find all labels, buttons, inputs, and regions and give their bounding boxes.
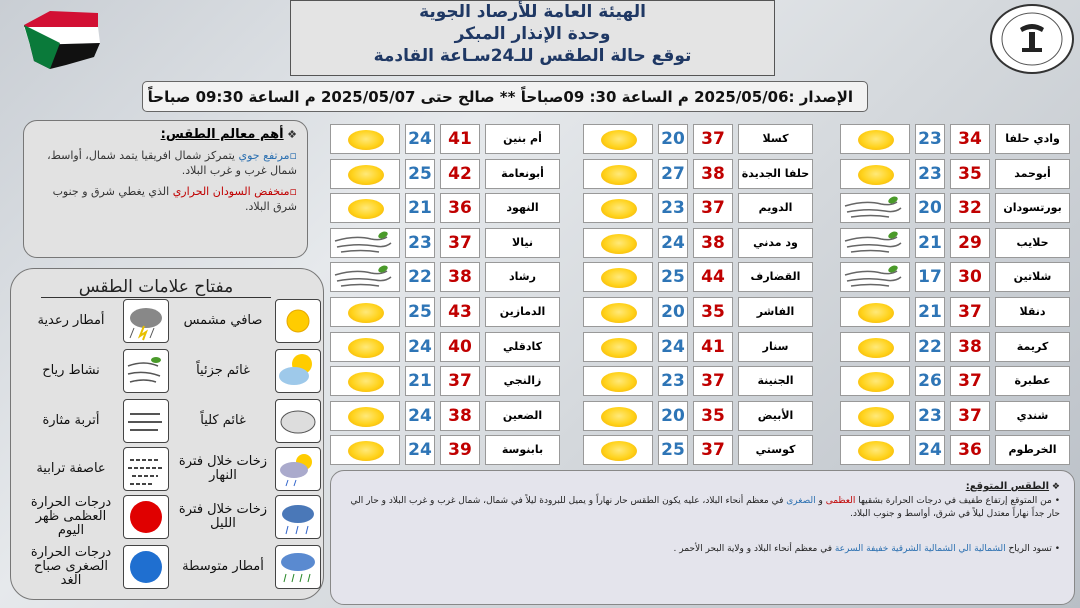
wind-icon xyxy=(123,349,169,393)
max-temp: 37 xyxy=(440,228,480,258)
legend-label: زخات خلال فترة النهار xyxy=(178,454,268,483)
diamond-bullet-icon: ❖ xyxy=(283,128,297,141)
min-temp: 21 xyxy=(915,228,945,258)
max-temp-icon xyxy=(123,495,169,539)
legend-item xyxy=(171,495,321,539)
city-name: حلايب xyxy=(995,228,1070,258)
sunny-icon xyxy=(583,124,653,154)
min-temp: 24 xyxy=(658,228,688,258)
min-temp: 20 xyxy=(658,124,688,154)
forecast-row xyxy=(840,228,1072,258)
legend-item xyxy=(19,545,169,589)
legend-label: نشاط رياح xyxy=(42,363,100,378)
sunny-icon xyxy=(330,401,400,431)
max-temp: 38 xyxy=(440,401,480,431)
city-name: بابنوسة xyxy=(485,435,560,465)
city-name: الجنينة xyxy=(738,366,813,396)
sunny-icon xyxy=(840,366,910,396)
min-temp: 23 xyxy=(915,159,945,189)
sunny-icon xyxy=(840,124,910,154)
sunny-icon xyxy=(840,159,910,189)
city-name: دنقلا xyxy=(995,297,1070,327)
legend-item xyxy=(171,545,321,589)
forecast-row xyxy=(840,193,1072,223)
min-temp: 20 xyxy=(658,297,688,327)
diamond-bullet-icon: ❖ xyxy=(1049,482,1060,492)
forecast-row xyxy=(330,124,562,154)
sunny-icon xyxy=(330,435,400,465)
min-temp: 24 xyxy=(405,332,435,362)
issue-bar: الإصدار :2025/05/06 م الساعة 30: 09صباحاً ** صالح حتى 2025/05/07 م الساعة 09:30 صباحاً xyxy=(142,81,868,112)
city-name: كوستي xyxy=(738,435,813,465)
legend-item xyxy=(171,299,321,343)
sunny-icon xyxy=(583,262,653,292)
max-temp: 34 xyxy=(950,124,990,154)
forecast-row xyxy=(583,297,815,327)
max-temp: 41 xyxy=(693,332,733,362)
forecast-row xyxy=(583,228,815,258)
forecast-row xyxy=(583,366,815,396)
legend-item xyxy=(19,349,169,393)
forecast-row xyxy=(330,159,562,189)
forecast-row xyxy=(330,401,562,431)
min-temp: 23 xyxy=(405,228,435,258)
legend-item xyxy=(19,299,169,343)
max-temp: 44 xyxy=(693,262,733,292)
min-temp: 24 xyxy=(405,401,435,431)
max-temp: 37 xyxy=(693,124,733,154)
legend-title: مفتاح علامات الطقس xyxy=(41,277,271,298)
city-name: القضارف xyxy=(738,262,813,292)
title-box xyxy=(290,0,775,76)
legend-item xyxy=(19,495,169,539)
min-temp: 26 xyxy=(915,366,945,396)
city-name: أم بنين xyxy=(485,124,560,154)
city-name: أبوحمد xyxy=(995,159,1070,189)
max-temp: 41 xyxy=(440,124,480,154)
city-name: نيالا xyxy=(485,228,560,258)
city-name: حلفا الجديدة xyxy=(738,159,813,189)
max-temp: 43 xyxy=(440,297,480,327)
weather-features-panel xyxy=(23,120,308,258)
max-temp: 36 xyxy=(440,193,480,223)
forecast-row xyxy=(583,262,815,292)
night-showers-icon xyxy=(275,495,321,539)
thunderstorm-icon xyxy=(123,299,169,343)
city-name: شندي xyxy=(995,401,1070,431)
city-name: كريمة xyxy=(995,332,1070,362)
forecast-row xyxy=(330,297,562,327)
expected-paragraph-1: • من المتوقع إرتفاع طفيف في درجات الحرارة بشقيها العظمى و الصغرى في معظم أنحاء البلاد، عليه يكون الطقس حار نهاراً و يميل للبرودة ليلاً في شمال، شمال غرب و غرب البلاد و حار الي حار جداً نهاراً معتدل ليلاً في شرق، أواسط و جنوب البلاد. xyxy=(350,496,1060,519)
sunny-icon xyxy=(330,159,400,189)
forecast-title: توقع حالة الطقس للـ24سـاعة القادمة xyxy=(373,46,692,66)
forecast-row xyxy=(840,297,1072,327)
forecast-row xyxy=(583,401,815,431)
expected-heading: الطقس المتوقع: xyxy=(965,481,1050,492)
city-name: ود مدني xyxy=(738,228,813,258)
sunny-icon xyxy=(583,332,653,362)
max-temp: 36 xyxy=(950,435,990,465)
forecast-row xyxy=(583,193,815,223)
forecast-row xyxy=(330,366,562,396)
legend-label: غائم كلياً xyxy=(200,413,246,428)
min-temp: 22 xyxy=(915,332,945,362)
expected-weather-panel xyxy=(330,470,1075,605)
legend-label: عاصفة ترابية xyxy=(36,461,106,476)
max-temp: 37 xyxy=(693,366,733,396)
max-temp: 37 xyxy=(950,297,990,327)
sunny-icon xyxy=(583,435,653,465)
max-temp: 39 xyxy=(440,435,480,465)
features-item-1: ▫مرتفع جوي يتمركز شمال افريقيا يتمد شمال، أواسط، شمال غرب و غرب البلاد. xyxy=(47,149,297,177)
max-temp: 29 xyxy=(950,228,990,258)
sunny-icon xyxy=(330,366,400,396)
cloudy-icon xyxy=(275,399,321,443)
sudan-flag-icon xyxy=(20,5,102,71)
expected-paragraph-2: • تسود الرياح الشمالية الي الشمالية الشرقية خفيفة السرعة في معظم أنحاء البلاد و ولاية البحر الأحمر . xyxy=(673,544,1060,554)
city-name: الضعين xyxy=(485,401,560,431)
day-showers-icon xyxy=(275,447,321,491)
forecast-row xyxy=(840,262,1072,292)
forecast-row xyxy=(840,332,1072,362)
min-temp: 22 xyxy=(405,262,435,292)
legend-label: زخات خلال فترة الليل xyxy=(178,502,268,531)
max-temp: 38 xyxy=(693,228,733,258)
min-temp: 25 xyxy=(405,159,435,189)
min-temp: 20 xyxy=(915,193,945,223)
wind-icon xyxy=(840,228,910,258)
forecast-row xyxy=(583,332,815,362)
forecast-row xyxy=(583,435,815,465)
city-name: بورتسودان xyxy=(995,193,1070,223)
legend-label: أتربة مثارة xyxy=(42,413,100,428)
forecast-row xyxy=(330,435,562,465)
min-temp: 27 xyxy=(658,159,688,189)
max-temp: 40 xyxy=(440,332,480,362)
city-name: سنار xyxy=(738,332,813,362)
forecast-row xyxy=(840,401,1072,431)
met-authority-logo-icon xyxy=(990,4,1074,74)
min-temp: 24 xyxy=(405,124,435,154)
legend-label: صافي مشمس xyxy=(183,313,263,328)
max-temp: 30 xyxy=(950,262,990,292)
legend-item xyxy=(171,349,321,393)
city-name: النهود xyxy=(485,193,560,223)
features-heading: أهم معالم الطقس: xyxy=(160,127,284,142)
city-name: شلاتين xyxy=(995,262,1070,292)
min-temp: 20 xyxy=(658,401,688,431)
max-temp: 38 xyxy=(693,159,733,189)
forecast-row xyxy=(330,332,562,362)
org-name: الهيئة العامة للأرصاد الجوية xyxy=(419,2,646,22)
legend-label: درجات الحرارة الصغرى صباح الغد xyxy=(30,545,112,588)
sunny-icon xyxy=(330,297,400,327)
forecast-row xyxy=(583,159,815,189)
city-name: الدمازين xyxy=(485,297,560,327)
min-temp: 23 xyxy=(915,124,945,154)
partly-cloudy-icon xyxy=(275,349,321,393)
max-temp: 35 xyxy=(693,401,733,431)
sunny-icon xyxy=(583,193,653,223)
max-temp: 37 xyxy=(693,435,733,465)
sunny-icon xyxy=(583,228,653,258)
wind-icon xyxy=(840,262,910,292)
sunny-icon xyxy=(583,401,653,431)
forecast-row xyxy=(840,366,1072,396)
wind-icon xyxy=(330,262,400,292)
city-name: رشاد xyxy=(485,262,560,292)
sunny-icon xyxy=(583,297,653,327)
sunny-icon xyxy=(840,332,910,362)
sunny-icon xyxy=(330,124,400,154)
min-temp: 23 xyxy=(658,366,688,396)
max-temp: 37 xyxy=(693,193,733,223)
sunny-icon xyxy=(330,332,400,362)
min-temp: 23 xyxy=(658,193,688,223)
checkbox-bullet-icon: ▫ xyxy=(289,149,297,162)
city-name: كسلا xyxy=(738,124,813,154)
forecast-row xyxy=(330,228,562,258)
forecast-row xyxy=(330,193,562,223)
dust-icon xyxy=(123,399,169,443)
checkbox-bullet-icon: ▫ xyxy=(289,185,297,198)
max-temp: 35 xyxy=(693,297,733,327)
features-item-2: ▫منخفض السودان الحراري الذي يغطي شرق و جنوب شرق البلاد. xyxy=(52,185,297,213)
legend-label: أمطار رعدية xyxy=(37,313,105,328)
sunny-icon xyxy=(330,193,400,223)
min-temp-icon xyxy=(123,545,169,589)
moderate-rain-icon xyxy=(275,545,321,589)
city-name: الأبيض xyxy=(738,401,813,431)
min-temp: 17 xyxy=(915,262,945,292)
legend-panel xyxy=(10,268,324,600)
city-name: الدويم xyxy=(738,193,813,223)
city-name: أبونعامة xyxy=(485,159,560,189)
city-name: وادي حلفا xyxy=(995,124,1070,154)
legend-label: درجات الحرارة العظمى ظهر اليوم xyxy=(30,495,112,538)
forecast-row xyxy=(330,262,562,292)
min-temp: 24 xyxy=(915,435,945,465)
max-temp: 37 xyxy=(950,366,990,396)
sunny-icon xyxy=(583,159,653,189)
city-name: الخرطوم xyxy=(995,435,1070,465)
max-temp: 38 xyxy=(440,262,480,292)
sunny-icon xyxy=(840,297,910,327)
min-temp: 21 xyxy=(915,297,945,327)
min-temp: 25 xyxy=(658,435,688,465)
sunny-icon xyxy=(583,366,653,396)
forecast-row xyxy=(840,435,1072,465)
min-temp: 24 xyxy=(405,435,435,465)
legend-item xyxy=(171,399,321,443)
max-temp: 37 xyxy=(950,401,990,431)
city-name: عطبرة xyxy=(995,366,1070,396)
legend-label: أمطار متوسطة xyxy=(182,559,264,574)
legend-label: غائم جزئياً xyxy=(196,363,250,378)
max-temp: 38 xyxy=(950,332,990,362)
min-temp: 25 xyxy=(405,297,435,327)
wind-icon xyxy=(330,228,400,258)
min-temp: 25 xyxy=(658,262,688,292)
city-name: كادقلي xyxy=(485,332,560,362)
max-temp: 37 xyxy=(440,366,480,396)
forecast-row xyxy=(840,124,1072,154)
min-temp: 21 xyxy=(405,193,435,223)
forecast-row xyxy=(583,124,815,154)
max-temp: 42 xyxy=(440,159,480,189)
legend-item xyxy=(19,399,169,443)
min-temp: 23 xyxy=(915,401,945,431)
wind-icon xyxy=(840,193,910,223)
legend-item xyxy=(171,447,321,491)
sunny-icon xyxy=(840,435,910,465)
unit-name: وحدة الإنذار المبكر xyxy=(454,24,611,44)
city-name: الفاشر xyxy=(738,297,813,327)
duststorm-icon xyxy=(123,447,169,491)
legend-item xyxy=(19,447,169,491)
min-temp: 24 xyxy=(658,332,688,362)
sunny-icon xyxy=(275,299,321,343)
max-temp: 32 xyxy=(950,193,990,223)
max-temp: 35 xyxy=(950,159,990,189)
city-name: زالنجي xyxy=(485,366,560,396)
min-temp: 21 xyxy=(405,366,435,396)
sunny-icon xyxy=(840,401,910,431)
forecast-row xyxy=(840,159,1072,189)
